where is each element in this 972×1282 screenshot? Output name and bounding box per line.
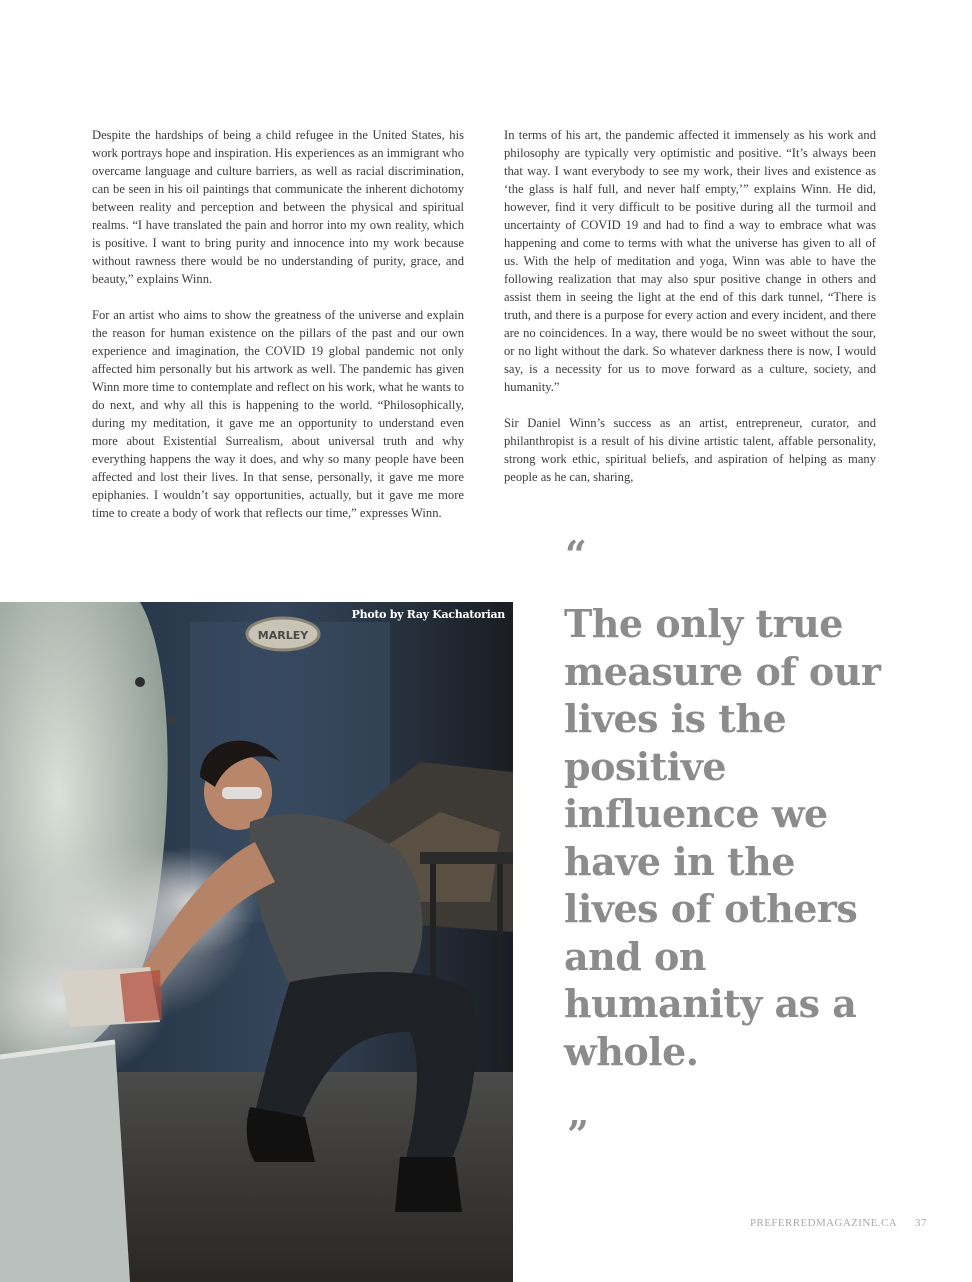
article-paragraph: Despite the hardships of being a child refugee in the United States, his work portrays hope and inspiration. His experiences as an immigrant who overcame language and culture barriers, as well as racial discrimination, can be seen in his oil paintings that communicate the inherent dichotomy between reality and perception and between the physical and spiritual realms. “I have translated the pain and horror into my own reality, which is positive. I want to bring purity and innocence into my work because without rawness there would be no understanding of purity, grace, and beauty,” explains Winn.: [92, 128, 464, 286]
article-column-left: [92, 126, 464, 540]
article-paragraph: In terms of his art, the pandemic affected it immensely as his work and philosophy are typically very optimistic and positive. “It’s always been that way. I want everybody to see my work, their lives and existence as ‘the glass is half full, and never half empty,’” explains Winn. He did, however, find it very difficult to be positive during all the turmoil and uncertainty of COVID 19 and had to find a way to embrace what was happening and come to terms with what the universe has given to all of us. With the help of meditation and yoga, Winn was able to have the following realization that may also spur positive change in others and assist them in seeing the light at the end of this dark tunnel, “There is truth, and there is a purpose for every action and every incident, and there are no coincidences. In a way, there would be no sweet without the sour, or no light without the dark. So whatever darkness there is now, I would say, is a necessity for us to move forward as a culture, society, and humanity.”: [504, 128, 876, 394]
footer-site-name: PREFERREDMAGAZINE.CA: [750, 1217, 898, 1229]
page-number: 37: [915, 1217, 927, 1229]
artist-photo-illustration: [0, 602, 513, 1282]
article-paragraph: Sir Daniel Winn’s success as an artist, entrepreneur, curator, and philanthropist is a result of his divine artistic talent, affable personality, strong work ethic, spiritual beliefs, and aspiration of helping as many people as he can, sharing,: [504, 416, 876, 484]
pull-quote: The only true measure of our lives is the positive influence we have in the lives of others and on humanity as a whole.: [564, 601, 881, 1074]
open-quote-mark: “: [565, 532, 587, 577]
artist-photo: [0, 602, 513, 1282]
article-column-right: [504, 126, 876, 504]
marley-sign: MARLEY: [257, 629, 309, 642]
article-paragraph: For an artist who aims to show the greatness of the universe and explain the reason for human existence on the pillars of the past and our own experience and imagination, the COVID 19 global pandemic not only affected him personally but his artwork as well. The pandemic has given Winn more time to contemplate and reflect on his work, what he wants to do next, and why all this is happening to the world. “Philosophically, during my meditation, it gave me an opportunity to understand even more about Existential Surrealism, about universal truth and why everything happens the way it does, and why so many people have been affected and lost their lives. In that sense, personally, it gave me more epiphanies. I wouldn’t say opportunities, actually, but it gave me more time to create a body of work that reflects our time,” expresses Winn.: [92, 308, 464, 520]
page-footer: [750, 1217, 927, 1229]
close-quote-mark: ”: [567, 1112, 589, 1157]
photo-credit: Photo by Ray Kachatorian: [351, 608, 505, 621]
